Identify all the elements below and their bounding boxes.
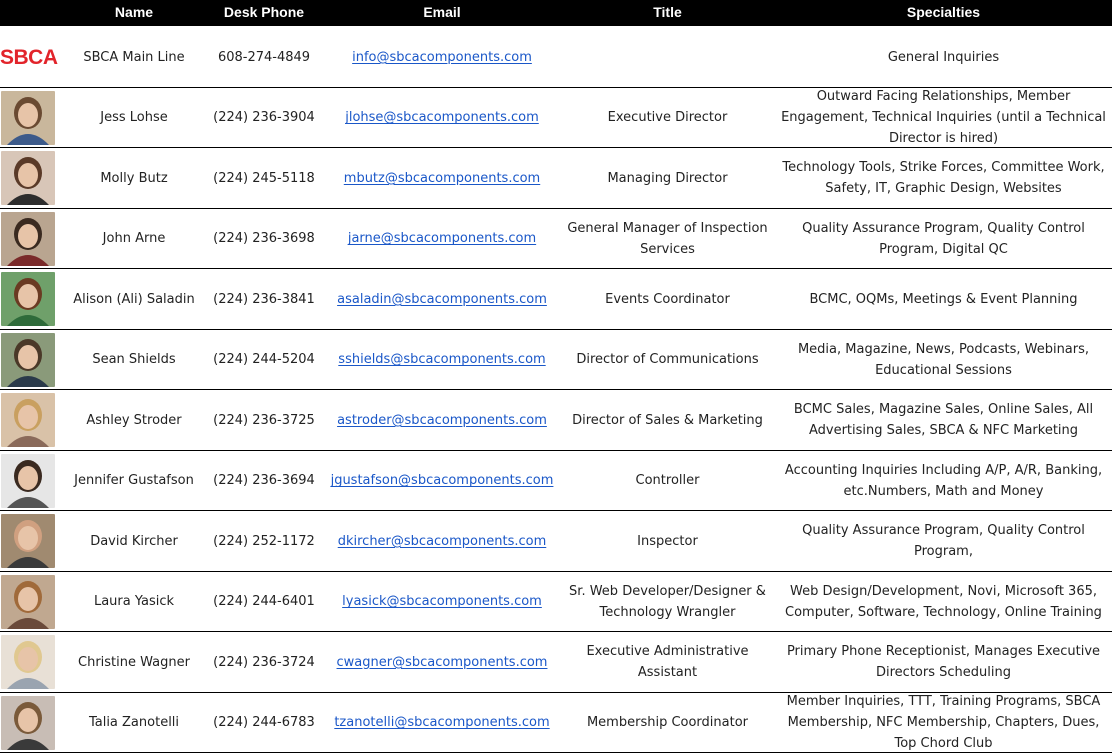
staff-name: Christine Wagner [78, 654, 190, 670]
staff-photo [1, 514, 55, 568]
staff-name-cell [64, 632, 204, 693]
desk-phone: (224) 244-6783 [213, 715, 315, 731]
desk-phone-cell [206, 88, 322, 149]
photo-cell [0, 148, 58, 209]
specialties-text-cell [772, 88, 1115, 149]
photo-cell [0, 451, 58, 512]
staff-name: Alison (Ali) Saladin [73, 291, 195, 307]
photo-cell [0, 88, 58, 149]
header-specialties: Specialties [906, 4, 981, 20]
staff-name: Jennifer Gustafson [74, 473, 194, 489]
desk-phone-cell [206, 330, 322, 391]
desk-phone: (224) 236-3724 [213, 654, 315, 670]
desk-phone: (224) 244-6401 [213, 594, 315, 610]
specialties-text: BCMC, OQMs, Meetings & Event Planning [809, 291, 1078, 307]
job-title-cell [565, 511, 770, 572]
table-header [0, 0, 1112, 26]
desk-phone-cell [206, 632, 322, 693]
staff-name-cell [64, 451, 204, 512]
staff-name-cell [64, 330, 204, 391]
job-title: Director of Sales & Marketing [572, 412, 763, 428]
desk-phone-cell [206, 511, 322, 572]
job-title: General Manager of Inspection Services [567, 220, 768, 257]
staff-photo [1, 393, 55, 447]
table-row [0, 693, 1112, 754]
job-title: Inspector [637, 533, 698, 549]
specialties-text: Technology Tools, Strike Forces, Committee Work, Safety, IT, Graphic Design, Websites [782, 160, 1105, 197]
specialties-text-cell [772, 632, 1115, 693]
email-link-cell [322, 451, 562, 512]
email-link-cell [322, 693, 562, 754]
photo-cell [0, 209, 58, 270]
job-title: Executive Administrative Assistant [586, 644, 749, 681]
staff-name: Molly Butz [100, 170, 168, 186]
job-title-cell [565, 27, 770, 88]
email-link-cell [322, 148, 562, 209]
email-link[interactable]: tzanotelli@sbcacomponents.com [334, 715, 550, 731]
job-title-cell [565, 451, 770, 512]
photo-cell [0, 632, 58, 693]
specialties-text-cell [772, 148, 1115, 209]
header-title: Title [653, 4, 682, 20]
table-row [0, 390, 1112, 451]
desk-phone-cell [206, 390, 322, 451]
email-link[interactable]: dkircher@sbcacomponents.com [337, 533, 547, 549]
table-row [0, 632, 1112, 693]
desk-phone: (224) 236-3841 [213, 291, 315, 307]
job-title-cell [565, 269, 770, 330]
specialties-text: Media, Magazine, News, Podcasts, Webinars, Educational Sessions [797, 341, 1090, 378]
staff-photo [1, 212, 55, 266]
email-link-cell [322, 632, 562, 693]
header-desk-phone: Desk Phone [223, 4, 305, 20]
photo-cell [0, 693, 58, 754]
staff-photo [1, 272, 55, 326]
job-title-cell [565, 572, 770, 633]
staff-name-cell [64, 27, 204, 88]
desk-phone: (224) 236-3698 [213, 231, 315, 247]
email-link[interactable]: sshields@sbcacomponents.com [338, 352, 546, 368]
email-link-cell [322, 269, 562, 330]
desk-phone: 608-274-4849 [217, 49, 311, 65]
specialties-text-cell [772, 330, 1115, 391]
table-row [0, 330, 1112, 391]
email-link-cell [322, 390, 562, 451]
staff-name: Talia Zanotelli [88, 715, 180, 731]
specialties-text: Quality Assurance Program, Quality Control Program, [802, 523, 1085, 560]
staff-photo [1, 91, 55, 145]
staff-name: Laura Yasick [93, 594, 175, 610]
desk-phone: (224) 236-3725 [213, 412, 315, 428]
email-link[interactable]: jarne@sbcacomponents.com [347, 231, 537, 247]
job-title-cell [565, 88, 770, 149]
staff-photo [1, 151, 55, 205]
staff-name: SBCA Main Line [83, 49, 185, 65]
email-link[interactable]: mbutz@sbcacomponents.com [343, 170, 541, 186]
email-link[interactable]: astroder@sbcacomponents.com [337, 412, 547, 428]
specialties-text: Accounting Inquiries Including A/P, A/R, Banking, etc.Numbers, Math and Money [784, 462, 1103, 499]
staff-name-cell [64, 148, 204, 209]
staff-name-cell [64, 693, 204, 754]
specialties-text-cell [772, 390, 1115, 451]
job-title: Events Coordinator [605, 291, 730, 307]
photo-cell [0, 330, 58, 391]
specialties-text: Web Design/Development, Novi, Microsoft 365, Computer, Software, Technology, Online Training [785, 583, 1102, 620]
job-title: Controller [635, 473, 700, 489]
staff-name: Sean Shields [92, 352, 176, 368]
desk-phone-cell [206, 693, 322, 754]
staff-name-cell [64, 511, 204, 572]
specialties-text: Member Inquiries, TTT, Training Programs, SBCA Membership, NFC Membership, Chapters, Dues, Top Chord Club [786, 694, 1101, 752]
staff-photo [1, 333, 55, 387]
desk-phone: (224) 252-1172 [213, 533, 315, 549]
specialties-text: Primary Phone Receptionist, Manages Executive Directors Scheduling [786, 644, 1101, 681]
job-title-cell [565, 632, 770, 693]
staff-name-cell [64, 209, 204, 270]
desk-phone-cell [206, 451, 322, 512]
desk-phone-cell [206, 269, 322, 330]
staff-name-cell [64, 88, 204, 149]
email-link-cell [322, 209, 562, 270]
photo-cell [0, 572, 58, 633]
staff-name: Jess Lohse [100, 110, 168, 126]
desk-phone-cell [206, 148, 322, 209]
specialties-text: BCMC Sales, Magazine Sales, Online Sales, All Advertising Sales, SBCA & NFC Marketing [793, 402, 1094, 439]
email-link[interactable]: cwagner@sbcacomponents.com [336, 654, 548, 670]
specialties-text: General Inquiries [887, 49, 1000, 65]
email-link[interactable]: lyasick@sbcacomponents.com [342, 594, 542, 610]
table-row [0, 269, 1112, 330]
job-title: Executive Director [607, 110, 728, 126]
table-row [0, 451, 1112, 512]
desk-phone: (224) 236-3694 [213, 473, 315, 489]
table-row [0, 209, 1112, 270]
staff-name-cell [64, 572, 204, 633]
specialties-text-cell [772, 27, 1115, 88]
desk-phone-cell [206, 572, 322, 633]
staff-photo [1, 454, 55, 508]
specialties-text-cell [772, 511, 1115, 572]
job-title-cell [565, 148, 770, 209]
photo-cell [0, 269, 58, 330]
email-link[interactable]: jlohse@sbcacomponents.com [345, 110, 539, 126]
photo-cell [0, 27, 58, 88]
job-title: Sr. Web Developer/Designer & Technology Wrangler [569, 583, 766, 620]
header-name: Name [114, 4, 154, 20]
specialties-text: Outward Facing Relationships, Member Engagement, Technical Inquiries (until a Technical Director is hired) [781, 89, 1106, 147]
table-row [0, 88, 1112, 149]
email-link[interactable]: asaladin@sbcacomponents.com [337, 291, 547, 307]
header-email: Email [423, 4, 461, 20]
staff-photo [1, 635, 55, 689]
staff-name: David Kircher [90, 533, 178, 549]
desk-phone: (224) 244-5204 [213, 352, 315, 368]
job-title: Managing Director [607, 170, 728, 186]
desk-phone-cell [206, 209, 322, 270]
sbca-logo: SBCA [0, 45, 58, 69]
staff-name: John Arne [102, 231, 166, 247]
specialties-text-cell [772, 693, 1115, 754]
specialties-text-cell [772, 209, 1115, 270]
email-link-cell [322, 27, 562, 88]
email-link[interactable]: info@sbcacomponents.com [352, 49, 532, 65]
email-link-cell [322, 572, 562, 633]
photo-cell [0, 390, 58, 451]
job-title-cell [565, 693, 770, 754]
email-link[interactable]: jgustafson@sbcacomponents.com [330, 473, 554, 489]
staff-photo [1, 696, 55, 750]
staff-photo [1, 575, 55, 629]
email-link-cell [322, 88, 562, 149]
job-title: Membership Coordinator [586, 715, 749, 731]
table-row [0, 148, 1112, 209]
staff-name-cell [64, 390, 204, 451]
specialties-text: Quality Assurance Program, Quality Control Program, Digital QC [802, 220, 1085, 257]
job-title-cell [565, 330, 770, 391]
job-title-cell [565, 390, 770, 451]
specialties-text-cell [772, 451, 1115, 512]
staff-name-cell [64, 269, 204, 330]
email-link-cell [322, 330, 562, 391]
photo-cell [0, 511, 58, 572]
desk-phone: (224) 245-5118 [213, 170, 315, 186]
table-row [0, 27, 1112, 88]
desk-phone-cell [206, 27, 322, 88]
job-title: Director of Communications [576, 352, 759, 368]
specialties-text-cell [772, 269, 1115, 330]
table-row [0, 511, 1112, 572]
job-title-cell [565, 209, 770, 270]
desk-phone: (224) 236-3904 [213, 110, 315, 126]
specialties-text-cell [772, 572, 1115, 633]
staff-name: Ashley Stroder [86, 412, 182, 428]
email-link-cell [322, 511, 562, 572]
table-row [0, 572, 1112, 633]
